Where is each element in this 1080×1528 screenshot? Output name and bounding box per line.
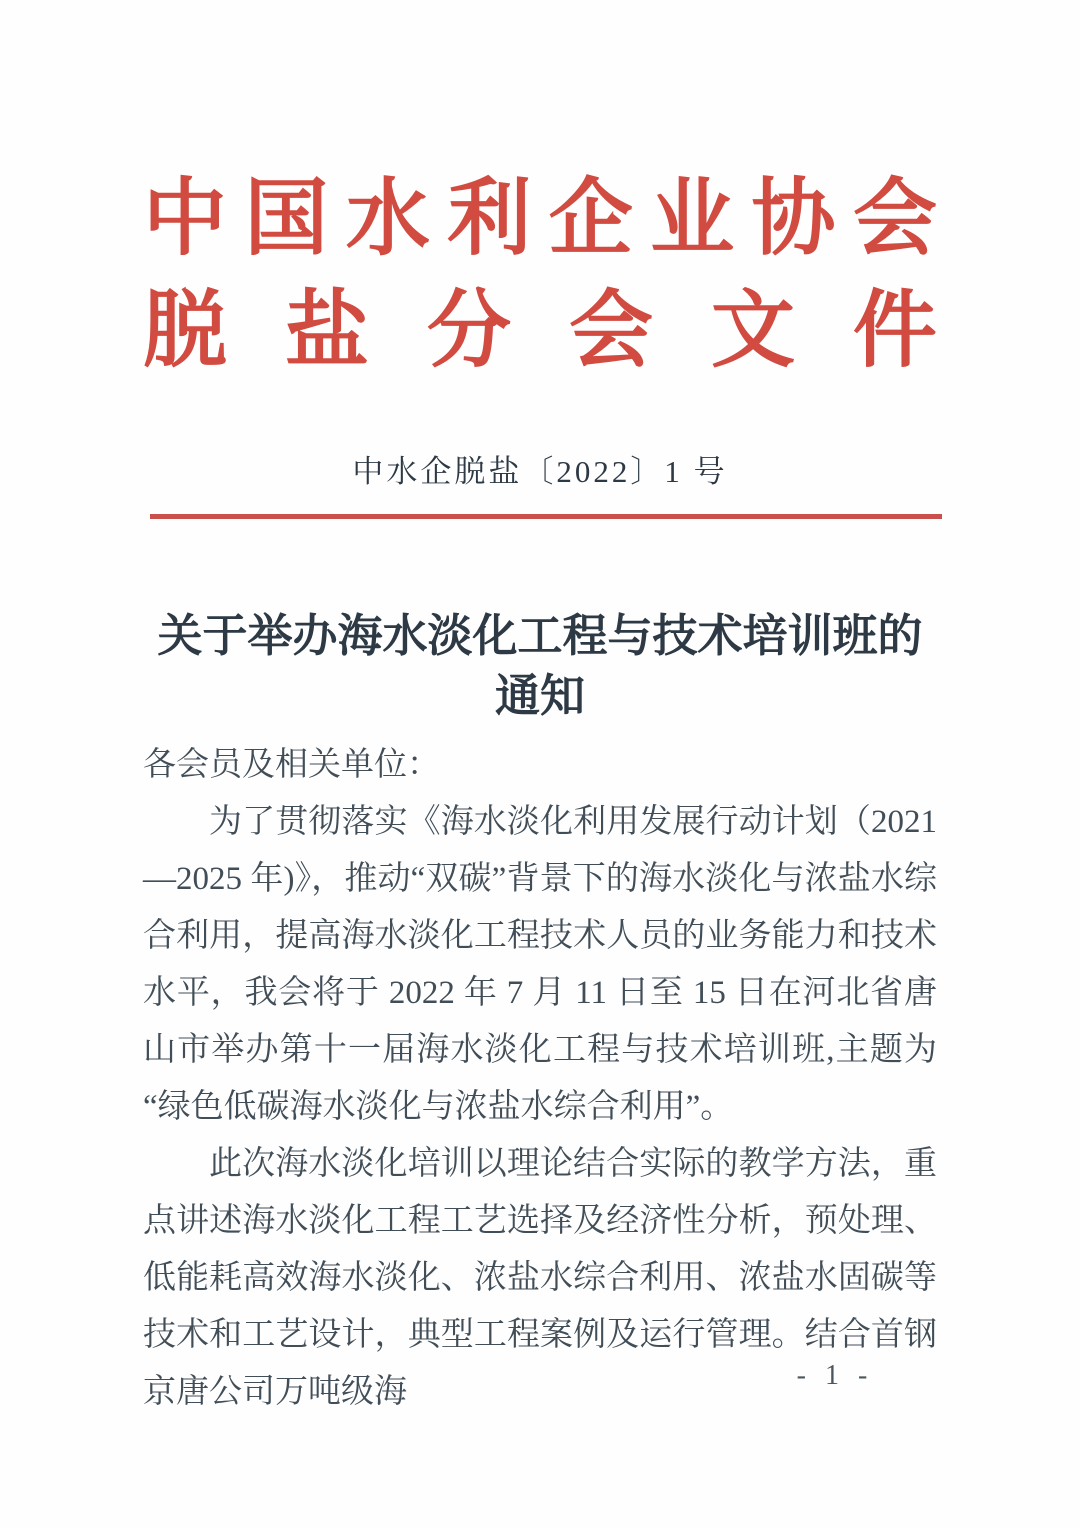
masthead-line-2: 脱 盐 分 会 文 件: [143, 285, 937, 378]
body-paragraph-2: 此次海水淡化培训以理论结合实际的教学方法，重点讲述海水淡化工程工艺选择及经济性分析，预处理、低能耗高效海水淡化、浓盐水综合利用、浓盐水固碳等技术和工艺设计，典型工程案例及运行管理。结合首钢京唐公司万吨级海: [143, 1146, 937, 1410]
page-number: - 1 -: [796, 1360, 874, 1391]
masthead: [143, 173, 937, 378]
document-title: 关于举办海水淡化工程与技术培训班的通知: [157, 611, 923, 721]
document-number: 中水企脱盐〔2022〕1 号: [352, 454, 728, 489]
masthead-line-1: 中 国 水 利 企 业 协 会: [143, 173, 937, 266]
salutation: 各会员及相关单位：: [143, 747, 440, 783]
red-divider-rule: [150, 514, 942, 519]
document-body: [143, 737, 937, 1421]
body-paragraph-1: 为了贯彻落实《海水淡化利用发展行动计划（2021—2025 年)》，推动“双碳”背景下的海水淡化与浓盐水综合利用，提高海水淡化工程技术人员的业务能力和技术水平，我会将于 2022 年 7 月 11 日至 15 日在河北省唐山市举办第十一届海水淡化工程与技术培训班,主题为“绿色低碳海水淡化与浓盐水综合利用”。: [143, 804, 937, 1125]
